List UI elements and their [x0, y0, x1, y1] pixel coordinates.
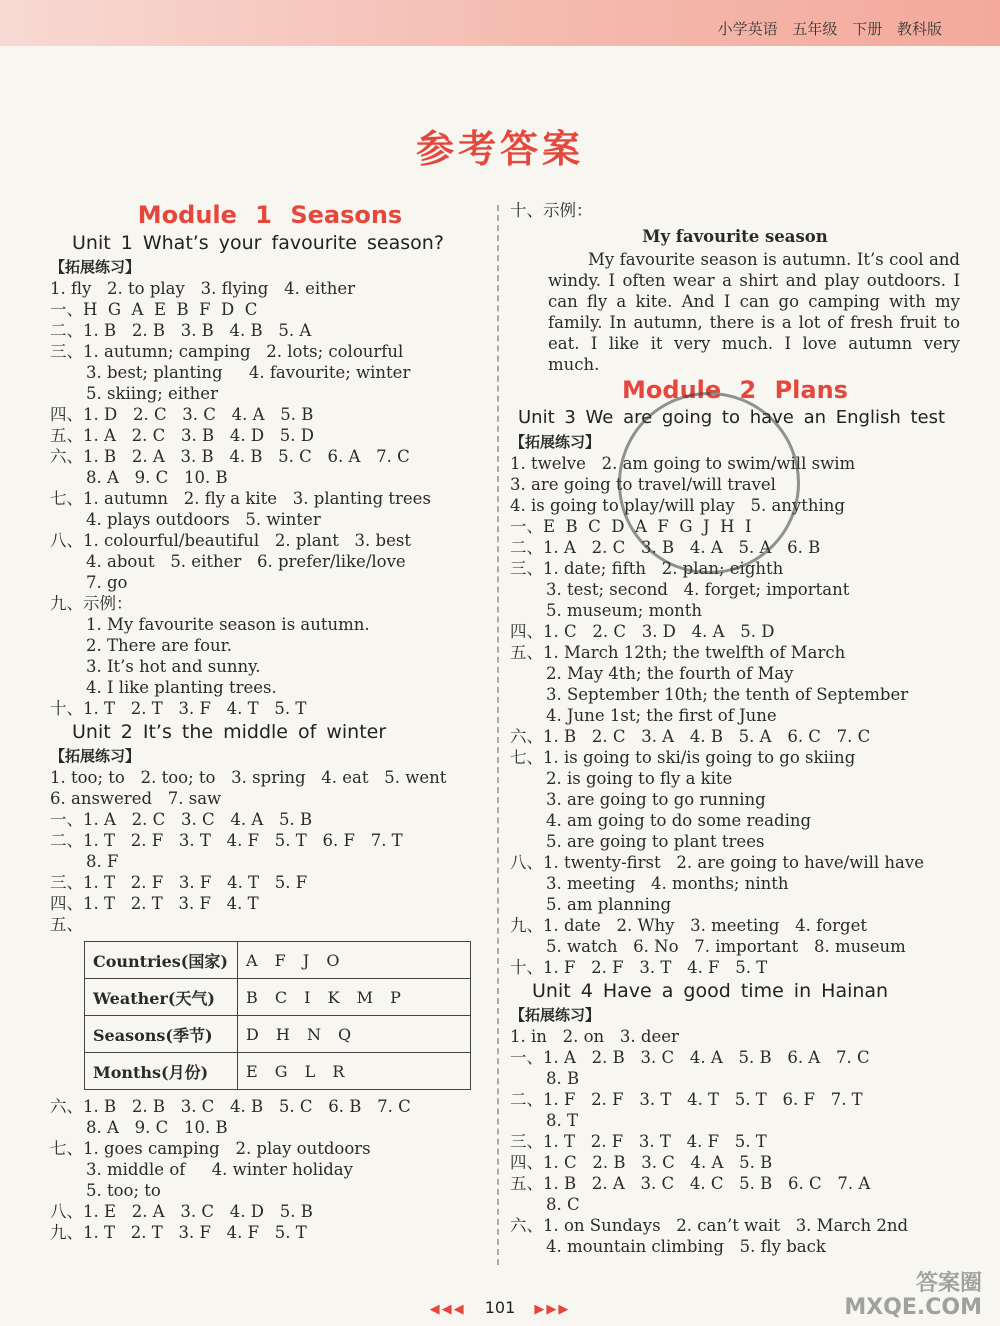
answer-line: 八、1. twenty-first 2. are going to have/will have — [510, 853, 924, 872]
essay-title: My favourite season — [642, 227, 828, 246]
answer-line: 6. answered 7. saw — [50, 789, 222, 808]
answer-line: 4. plays outdoors 5. winter — [86, 510, 321, 529]
answer-line: 2. is going to fly a kite — [546, 769, 733, 788]
essay-text: My favourite season is autumn. It’s cool and windy. I often wear a shirt and play outdoors. I can fly a kite. And I can go camping with my family. In autumn, there is a lot of fresh fruit to eat. I like it very much. I love autumn very much. — [548, 250, 960, 374]
answer-line: 六、1. B 2. A 3. B 4. B 5. C 6. A 7. C — [50, 447, 410, 466]
answer-line: 八、1. colourful/beautiful 2. plant 3. best — [50, 531, 411, 550]
answer-line: 1. in 2. on 3. deer — [510, 1027, 679, 1046]
answer-line: 3. middle of 4. winter holiday — [86, 1160, 353, 1179]
answer-line: 四、1. T 2. T 3. F 4. T — [50, 894, 259, 913]
answer-line: 8. F — [86, 852, 119, 871]
answer-line: 2. May 4th; the fourth of May — [546, 664, 794, 683]
answer-line: 五、 — [50, 915, 83, 934]
column-divider — [497, 205, 499, 1265]
answer-line: 九、1. T 2. T 3. F 4. F 5. T — [50, 1223, 307, 1242]
answer-line: 七、1. goes camping 2. play outdoors — [50, 1139, 371, 1158]
answer-line: 二、1. F 2. F 3. T 4. T 5. T 6. F 7. T — [510, 1090, 863, 1109]
answer-line: 8. B — [546, 1069, 580, 1088]
answer-line: 六、1. on Sundays 2. can’t wait 3. March 2nd — [510, 1216, 909, 1235]
answer-line: 四、1. C 2. B 3. C 4. A 5. B — [510, 1153, 773, 1172]
answer-line: 8. T — [546, 1111, 578, 1130]
unit-4-heading: Unit 4 Have a good time in Hainan — [532, 980, 889, 1002]
answer-line: 二、1. B 2. B 3. B 4. B 5. A — [50, 321, 312, 340]
answer-line: 5. skiing; either — [86, 384, 218, 403]
grade-label: 五年级 — [792, 20, 838, 38]
answer-line: 六、1. B 2. C 3. A 4. B 5. A 6. C 7. C — [510, 727, 871, 746]
unit-4-answers — [510, 1026, 960, 1257]
answer-line: 九、示例： — [50, 594, 133, 613]
table-row — [85, 1016, 471, 1053]
page-number: 101 — [484, 1298, 516, 1317]
watermark-logo-text: 答案圈 — [915, 1271, 982, 1296]
answer-line: 7. go — [86, 573, 128, 592]
answer-line: 3. best; planting 4. favourite; winter — [86, 363, 411, 382]
answer-line: 4. am going to do some reading — [546, 811, 812, 830]
unit-2-answers — [50, 767, 490, 935]
answer-line: 三、1. T 2. F 3. F 4. T 5. F — [50, 873, 308, 892]
unit-3-heading: Unit 3 We are going to have an English test — [518, 407, 946, 428]
answer-line: 1. too; to 2. too; to 3. spring 4. eat 5. went — [50, 768, 447, 787]
answer-line: 五、1. B 2. A 3. C 4. C 5. B 6. C 7. A — [510, 1174, 871, 1193]
left-column — [50, 200, 490, 1243]
unit-4-tag: 【拓展练习】 — [510, 1006, 601, 1024]
answer-line: 3. are going to go running — [546, 790, 766, 809]
module-2-heading: Module 2 Plans — [622, 376, 848, 404]
answer-line: 8. C — [546, 1195, 580, 1214]
answer-line: 七、1. is going to ski/is going to go skiing — [510, 748, 856, 767]
answer-line: 4. mountain climbing 5. fly back — [546, 1237, 826, 1256]
table-cell-letters: B C I K M P — [238, 979, 471, 1016]
answer-line: 5. am planning — [546, 895, 672, 914]
answer-line: 一、1. A 2. C 3. C 4. A 5. B — [50, 810, 313, 829]
answer-line: 三、1. T 2. F 3. T 4. F 5. T — [510, 1132, 767, 1151]
subject-label: 小学英语 — [717, 20, 778, 38]
page-title: 参考答案 — [415, 127, 584, 171]
answer-line: 八、1. E 2. A 3. C 4. D 5. B — [50, 1202, 313, 1221]
answer-line: 5. museum; month — [546, 601, 703, 620]
answer-line: 8. A 9. C 10. B — [86, 1118, 228, 1137]
right-column — [510, 200, 960, 1257]
classification-table — [84, 941, 471, 1090]
answer-line: 四、1. D 2. C 3. C 4. A 5. B — [50, 405, 314, 424]
answer-line: 十、1. F 2. F 3. T 4. F 5. T — [510, 958, 768, 977]
answer-line: 五、1. A 2. C 3. B 4. D 5. D — [50, 426, 314, 445]
unit-2-answers-continued — [50, 1096, 490, 1243]
answer-line: 六、1. B 2. B 3. C 4. B 5. C 6. B 7. C — [50, 1097, 411, 1116]
table-cell-letters: A F J O — [238, 942, 471, 979]
module-1-heading: Module 1 Seasons — [137, 201, 403, 229]
answer-line: 4. about 5. either 6. prefer/like/love — [86, 552, 406, 571]
answer-line: 3. test; second 4. forget; important — [546, 580, 850, 599]
table-row — [85, 942, 471, 979]
answer-line: 四、1. C 2. C 3. D 4. A 5. D — [510, 622, 775, 641]
answer-line: 九、1. date 2. Why 3. meeting 4. forget — [510, 916, 868, 935]
unit-1-heading: Unit 1 What’s your favourite season? — [72, 232, 444, 254]
answer-line: 5. too; to — [86, 1181, 161, 1200]
table-cell-category: Seasons(季节) — [85, 1016, 238, 1053]
unit-2-tag: 【拓展练习】 — [50, 747, 141, 765]
answer-line: 5. are going to plant trees — [546, 832, 765, 851]
edition-label: 教科版 — [896, 20, 942, 38]
answer-line: 3. are going to travel/will travel — [510, 475, 776, 494]
term-label: 下册 — [852, 20, 883, 38]
answer-line: 2. There are four. — [86, 636, 233, 655]
table-cell-category: Weather(天气) — [85, 979, 238, 1016]
answer-line: 二、1. T 2. F 3. T 4. F 5. T 6. F 7. T — [50, 831, 403, 850]
answer-line: 一、H G A E B F D C — [50, 300, 258, 319]
answer-line: 一、1. A 2. B 3. C 4. A 5. B 6. A 7. C — [510, 1048, 870, 1067]
answer-line: 1. twelve 2. am going to swim/will swim — [510, 454, 856, 473]
left-arrows-icon: ◀◀◀ — [429, 1302, 466, 1317]
table-cell-category: Months(月份) — [85, 1053, 238, 1090]
answer-line: 1. fly 2. to play 3. flying 4. either — [50, 279, 356, 298]
answer-line: 七、1. autumn 2. fly a kite 3. planting trees — [50, 489, 431, 508]
answer-line: 1. My favourite season is autumn. — [86, 615, 370, 634]
answer-line: 4. is going to play/will play 5. anything — [510, 496, 845, 515]
book-info — [718, 18, 942, 39]
answer-line: 3. It’s hot and sunny. — [86, 657, 261, 676]
table-cell-category: Countries(国家) — [85, 942, 238, 979]
answer-line: 4. June 1st; the first of June — [546, 706, 777, 725]
answer-line: 3. September 10th; the tenth of September — [546, 685, 909, 704]
table-cell-letters: E G L R — [238, 1053, 471, 1090]
answer-line: 五、1. March 12th; the twelfth of March — [510, 643, 846, 662]
answer-line: 二、1. A 2. C 3. B 4. A 5. A 6. B — [510, 538, 821, 557]
watermark-url: MXQE.COM — [844, 1295, 982, 1320]
answer-line: 三、1. date; fifth 2. plan; eighth — [510, 559, 784, 578]
answer-line: 一、E B C D A F G J H I — [510, 517, 752, 536]
unit-1-tag: 【拓展练习】 — [50, 258, 141, 276]
answer-line: 8. A 9. C 10. B — [86, 468, 228, 487]
site-watermark — [844, 1272, 982, 1320]
table-row — [85, 979, 471, 1016]
answer-line: 4. I like planting trees. — [86, 678, 277, 697]
unit-3-tag: 【拓展练习】 — [510, 433, 601, 451]
answer-line: 3. meeting 4. months; ninth — [546, 874, 789, 893]
right-arrows-icon: ▶▶▶ — [534, 1302, 571, 1317]
table-cell-letters: D H N Q — [238, 1016, 471, 1053]
answer-line: 三、1. autumn; camping 2. lots; colourful — [50, 342, 404, 361]
unit-2-heading: Unit 2 It’s the middle of winter — [72, 721, 387, 743]
watermark-stamp — [618, 392, 800, 574]
answer-line: 5. watch 6. No 7. important 8. museum — [546, 937, 906, 956]
essay-label: 十、示例： — [510, 201, 593, 220]
answer-line: 十、1. T 2. T 3. F 4. T 5. T — [50, 699, 307, 718]
table-row — [85, 1053, 471, 1090]
unit-1-answers — [50, 278, 490, 719]
